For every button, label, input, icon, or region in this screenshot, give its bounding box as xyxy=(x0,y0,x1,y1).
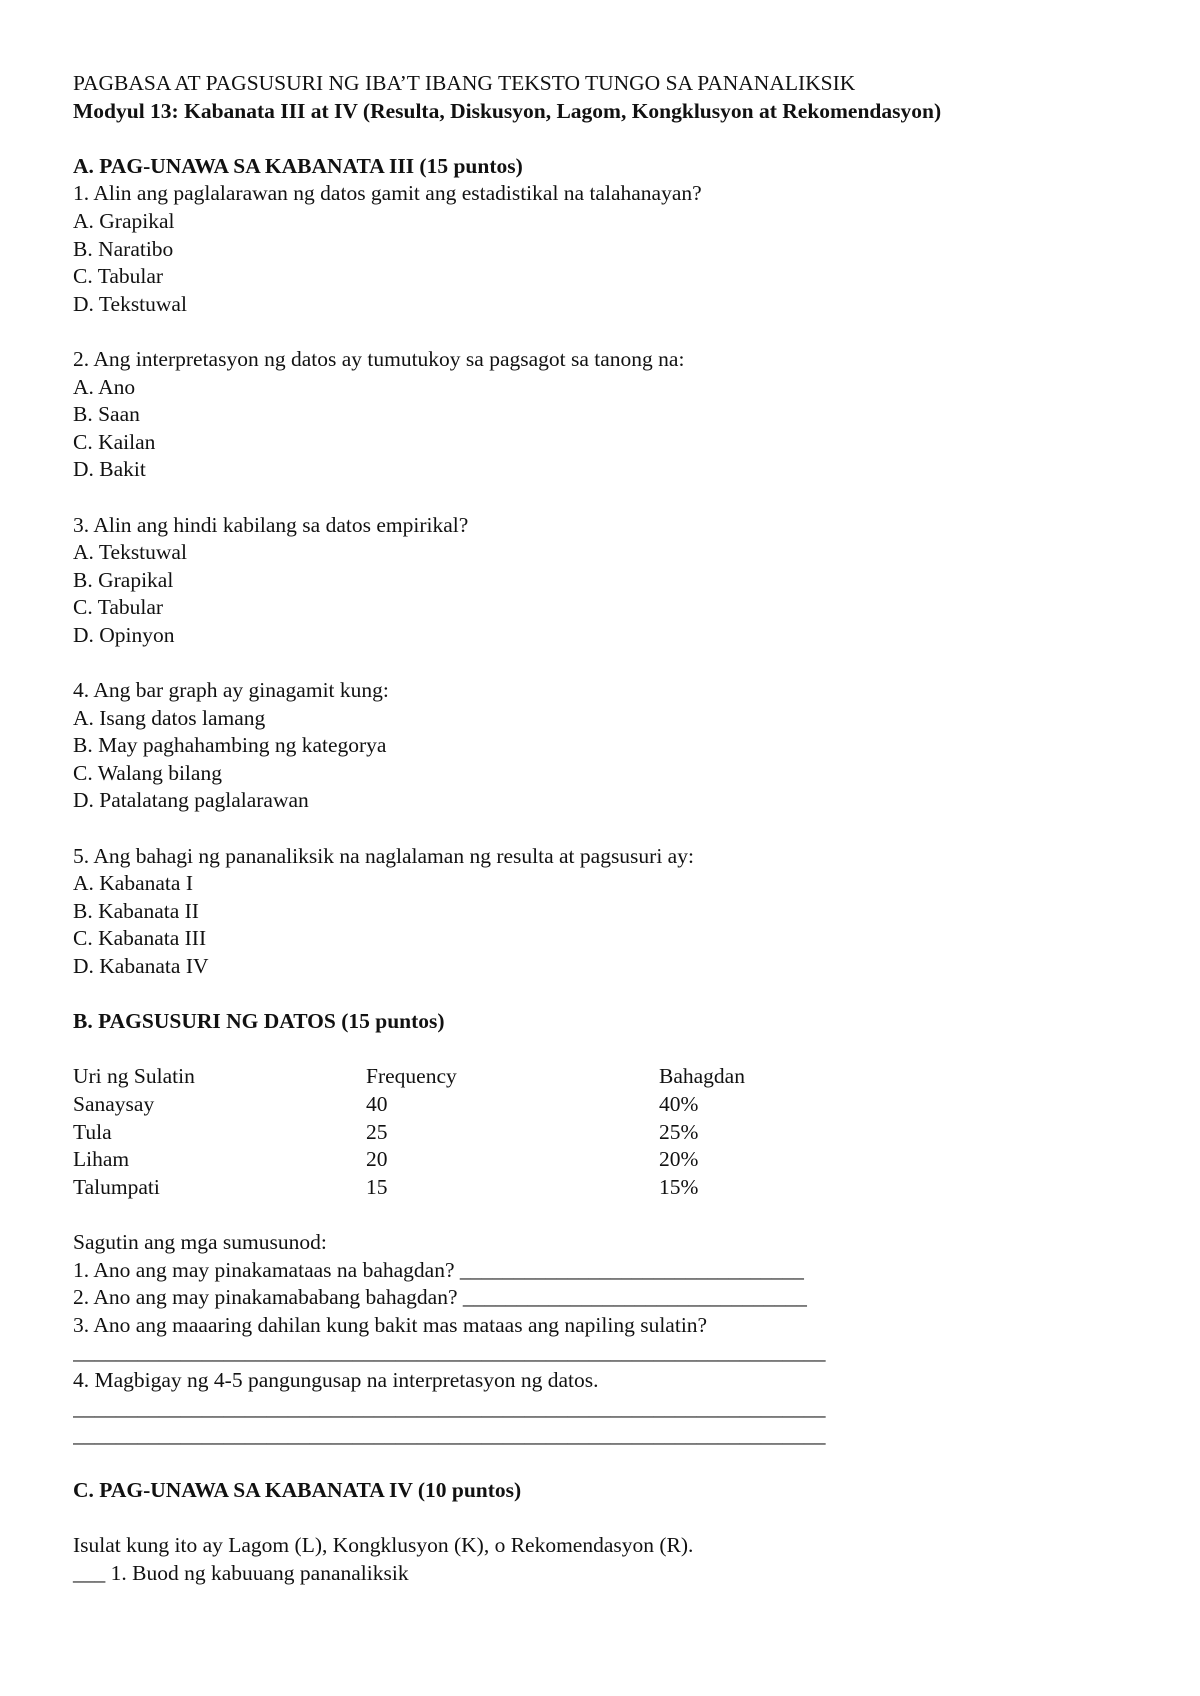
data-table xyxy=(73,1063,1113,1201)
section-c-heading: C. PAG-UNAWA SA KABANATA IV (10 puntos) xyxy=(73,1478,522,1503)
table-cell: 25 xyxy=(366,1119,388,1144)
section-c-item-1: ___ 1. Buod ng kabuuang pananaliksik xyxy=(73,1561,409,1586)
section-a-question-5 xyxy=(73,843,1113,981)
table-cell: Sanaysay xyxy=(73,1091,155,1116)
section-a-question-3 xyxy=(73,512,1113,650)
section-b-heading: B. PAGSUSURI NG DATOS (15 puntos) xyxy=(73,1009,445,1034)
table-cell: 15% xyxy=(659,1174,699,1199)
section-b-question-1: 1. Ano ang may pinakamataas na bahagdan? ________________________________ xyxy=(73,1257,804,1282)
table-cell: Liham xyxy=(73,1147,130,1172)
section-b-instruction: Sagutin ang mga sumusunod: xyxy=(73,1229,327,1254)
section-a-heading: A. PAG-UNAWA SA KABANATA III (15 puntos) xyxy=(73,153,523,178)
table-cell: 40 xyxy=(366,1091,388,1116)
table-header: Frequency xyxy=(366,1064,457,1089)
table-row xyxy=(73,1091,1113,1119)
answer-blank-line: ______________________________________________________________________ xyxy=(73,1423,826,1448)
question-text: 5. Ang bahagi ng pananaliksik na naglalaman ng resulta at pagsusuri ay: xyxy=(73,843,694,868)
choice: B. Saan xyxy=(73,402,140,427)
section-a-question-2 xyxy=(73,346,1113,484)
choice: B. Grapikal xyxy=(73,567,174,592)
table-cell: 20 xyxy=(366,1147,388,1172)
choice: A. Ano xyxy=(73,374,136,399)
choice: C. Tabular xyxy=(73,264,164,289)
question-text: 3. Alin ang hindi kabilang sa datos empirikal? xyxy=(73,512,469,537)
table-cell: 15 xyxy=(366,1174,388,1199)
question-text: 2. Ang interpretasyon ng datos ay tumutukoy sa pagsagot sa tanong na: xyxy=(73,346,685,371)
table-header: Bahagdan xyxy=(659,1064,745,1089)
section-a-question-4 xyxy=(73,677,1113,815)
section-c-instruction: Isulat kung ito ay Lagom (L), Kongklusyon (K), o Rekomendasyon (R). xyxy=(73,1533,694,1558)
question-text: 1. Alin ang paglalarawan ng datos gamit ang estadistikal na talahanayan? xyxy=(73,181,702,206)
choice: C. Kailan xyxy=(73,429,156,454)
choice: D. Opinyon xyxy=(73,622,175,647)
choice: D. Bakit xyxy=(73,457,146,482)
module-title: Modyul 13: Kabanata III at IV (Resulta, Diskusyon, Lagom, Kongklusyon at Rekomendasyon) xyxy=(73,98,942,123)
choice: A. Tekstuwal xyxy=(73,540,187,565)
choice: A. Isang datos lamang xyxy=(73,705,266,730)
answer-blank-line: ______________________________________________________________________ xyxy=(73,1340,826,1365)
choice: C. Kabanata III xyxy=(73,926,207,951)
choice: D. Kabanata IV xyxy=(73,954,209,978)
table-cell: 25% xyxy=(659,1119,699,1144)
section-b-question-3: 3. Ano ang maaaring dahilan kung bakit mas mataas ang napiling sulatin? xyxy=(73,1312,708,1337)
choice: A. Kabanata I xyxy=(73,871,193,896)
table-cell: Talumpati xyxy=(73,1174,160,1199)
section-a-question-1 xyxy=(73,180,1113,318)
answer-blank-line: ______________________________________________________________________ xyxy=(73,1395,826,1420)
section-b-question-4: 4. Magbigay ng 4-5 pangungusap na interpretasyon ng datos. xyxy=(73,1367,599,1392)
table-cell: 20% xyxy=(659,1147,699,1172)
table-header: Uri ng Sulatin xyxy=(73,1064,195,1089)
table-header-row xyxy=(73,1063,1113,1091)
worksheet-page xyxy=(73,70,1113,1588)
choice: A. Grapikal xyxy=(73,208,175,233)
table-cell: Tula xyxy=(73,1119,112,1144)
table-row xyxy=(73,1146,1113,1174)
choice: C. Walang bilang xyxy=(73,760,222,785)
question-text: 4. Ang bar graph ay ginagamit kung: xyxy=(73,678,389,703)
choice: B. Naratibo xyxy=(73,236,174,261)
section-b-question-2: 2. Ano ang may pinakamababang bahagdan? ________________________________ xyxy=(73,1285,807,1310)
table-row xyxy=(73,1119,1113,1147)
table-row xyxy=(73,1174,1113,1202)
table-cell: 40% xyxy=(659,1091,699,1116)
choice: B. May paghahambing ng kategorya xyxy=(73,733,387,758)
choice: D. Patalatang paglalarawan xyxy=(73,788,309,813)
choice: C. Tabular xyxy=(73,595,164,620)
choice: B. Kabanata II xyxy=(73,898,199,923)
choice: D. Tekstuwal xyxy=(73,291,187,316)
document-title: PAGBASA AT PAGSUSURI NG IBA’T IBANG TEKSTO TUNGO SA PANANALIKSIK xyxy=(73,71,856,95)
